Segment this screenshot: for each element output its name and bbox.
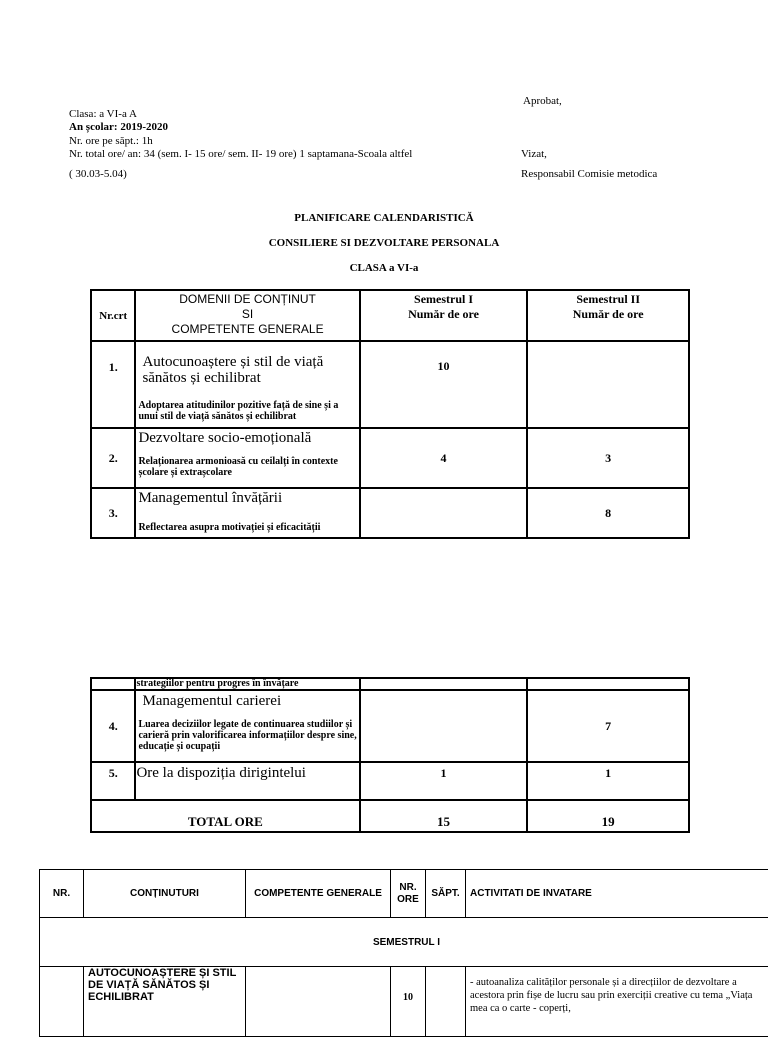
summary-table-continued <box>90 677 690 833</box>
header-semestrul-2: Semestrul II Număr de ore <box>527 290 689 341</box>
header-continuturi: CONȚINUTURI <box>84 870 246 918</box>
activity-header-row <box>40 870 768 918</box>
table-row <box>91 678 689 690</box>
vizat-label: Vizat, <box>521 149 547 160</box>
nr-total-ore-line: Nr. total ore/ an: 34 (sem. I- 15 ore/ sem. II- 19 ore) 1 saptamana-Scoala altfel <box>69 149 412 160</box>
header-semestrul-1: Semestrul I Număr de ore <box>360 290 528 341</box>
header-activitati: ACTIVITATI DE INVATARE <box>466 870 768 918</box>
domain-title: Autocunoaștere și stil de viață sănătos și echilibrat <box>136 342 358 386</box>
row-nr: 4. <box>91 690 135 762</box>
activitati-text: - autoanaliza calităților personale și a direcțiilor de dezvoltare a acestora prin fișe de lucru sau prin exerciții creative cu tema „Viața mea ca o carte - coperți, <box>466 967 768 1037</box>
perioada-line: ( 30.03-5.04) <box>69 169 127 180</box>
total-sem2: 19 <box>527 800 689 832</box>
header-nr-ore: NR. ORE <box>391 870 426 918</box>
semester-row <box>40 918 768 967</box>
header-sapt: SĂPT. <box>426 870 466 918</box>
row-nr: 1. <box>91 341 135 428</box>
an-scolar-line: An școlar: 2019-2020 <box>69 122 168 133</box>
row-sem2-hours <box>527 341 689 428</box>
semester-label: SEMESTRUL I <box>40 918 768 967</box>
row-sem2-hours: 3 <box>527 428 689 488</box>
page-title: PLANIFICARE CALENDARISTICĂ <box>0 212 768 224</box>
domain-title: Ore la dispoziția dirigintelui <box>135 762 359 800</box>
domain-competence: Luarea deciziilor legate de continuarea studiilor și carieră prin valorificarea informațiilor despre sine, educație și ocupații <box>136 709 358 752</box>
summary-header-row <box>91 290 689 341</box>
row-sem1-hours: 1 <box>360 762 528 800</box>
domain-title: Dezvoltare socio-emoțională <box>136 429 358 446</box>
table-row <box>91 341 689 428</box>
summary-table <box>90 289 690 539</box>
header-nr: Nr.crt <box>91 290 135 341</box>
header-nr: NR. <box>40 870 84 918</box>
row-domain <box>135 428 359 488</box>
domain-competence-continued: strategiilor pentru progres în învățare <box>135 678 359 690</box>
header-domenii: DOMENII DE CONȚINUT SI COMPETENTE GENERALE <box>135 290 359 341</box>
row-sem1-hours: 4 <box>360 428 528 488</box>
ore-value: 10 <box>391 967 426 1037</box>
table-row <box>91 428 689 488</box>
row-sem2-hours: 7 <box>527 690 689 762</box>
aprobat-label: Aprobat, <box>523 96 562 107</box>
domain-competence: Adoptarea atitudinilor pozitive față de sine și a unui stil de viață sănătos și echilibrat <box>136 386 358 422</box>
table-row <box>91 488 689 538</box>
table-row <box>40 967 768 1037</box>
row-sem1-hours: 10 <box>360 341 528 428</box>
row-domain <box>135 341 359 428</box>
row-nr: 5. <box>91 762 135 800</box>
row-sem2-hours: 8 <box>527 488 689 538</box>
activity-table <box>39 869 768 1037</box>
clasa-line: Clasa: a VI-a A <box>69 109 137 120</box>
row-nr: 3. <box>91 488 135 538</box>
row-domain <box>135 690 359 762</box>
class-title: CLASA a VI-a <box>0 262 768 274</box>
nr-ore-sapt-line: Nr. ore pe săpt.: 1h <box>69 136 153 147</box>
row-nr: 2. <box>91 428 135 488</box>
subject-title: CONSILIERE SI DEZVOLTARE PERSONALA <box>0 237 768 249</box>
row-domain <box>135 488 359 538</box>
table-row <box>91 762 689 800</box>
total-sem1: 15 <box>360 800 528 832</box>
domain-title: Managementul carierei <box>136 691 358 709</box>
total-label: TOTAL ORE <box>91 800 360 832</box>
table-row <box>91 690 689 762</box>
row-sem1-hours <box>360 690 528 762</box>
responsabil-label: Responsabil Comisie metodica <box>521 169 657 180</box>
continut-text: AUTOCUNOAȘTERE ȘI STIL DE VIAȚĂ SĂNĂTOS ȘI ECHILIBRAT <box>84 967 246 1037</box>
row-sem1-hours <box>360 488 528 538</box>
total-row <box>91 800 689 832</box>
row-sem2-hours: 1 <box>527 762 689 800</box>
domain-competence: Reflectarea asupra motivației și eficacității <box>136 506 358 533</box>
domain-competence: Relaționarea armonioasă cu ceilalți în contexte școlare și extrașcolare <box>136 446 358 478</box>
domain-title: Managementul învățării <box>136 489 358 506</box>
header-competente: COMPETENTE GENERALE <box>246 870 391 918</box>
